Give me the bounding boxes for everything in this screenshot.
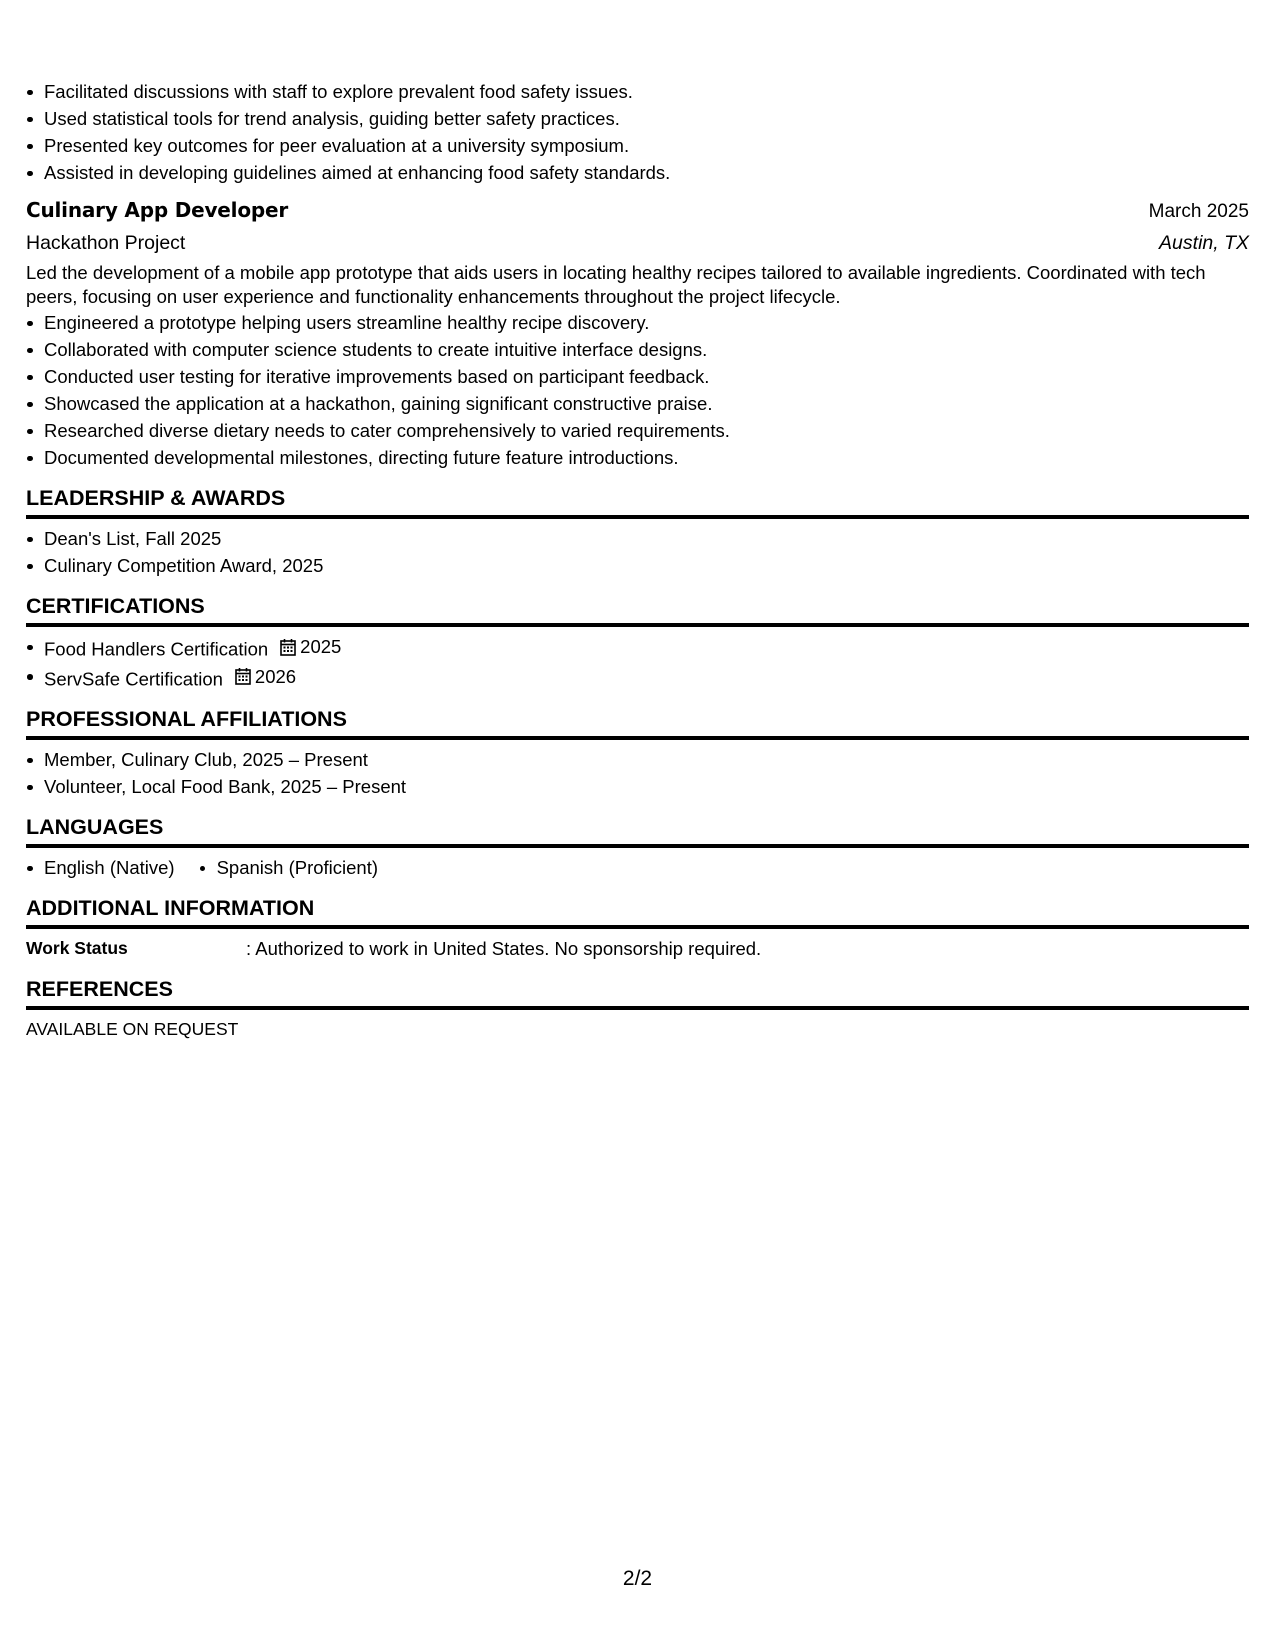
additional-info-section — [26, 893, 1249, 962]
job-date: March 2025 — [1148, 201, 1249, 222]
list-item: Facilitated discussions with staff to explore prevalent food safety issues. — [44, 78, 1249, 105]
affiliations-list — [26, 746, 1249, 800]
certification-year: 2025 — [300, 636, 342, 657]
job-entry — [26, 186, 1249, 471]
list-item: Conducted user testing for iterative improvements based on participant feedback. — [44, 363, 1249, 390]
language-item: English (Native) — [44, 854, 175, 881]
certification-date — [280, 633, 341, 660]
job-description: Led the development of a mobile app prototype that aids users in locating healthy recipes tailored to available ingredients. Coordinated with tech peers, focusing on user experience and functionality enhancements throughout the project lifecycle. — [26, 262, 1206, 307]
calendar-icon — [235, 667, 251, 685]
list-item: Assisted in developing guidelines aimed at enhancing food safety standards. — [44, 159, 1249, 186]
section-heading: CERTIFICATIONS — [26, 591, 1249, 627]
list-item: Collaborated with computer science students to create intuitive interface designs. — [44, 336, 1249, 363]
certification-item — [44, 663, 1249, 693]
calendar-icon — [280, 638, 296, 656]
job-organization: Hackathon Project — [26, 232, 186, 254]
certifications-list — [26, 633, 1249, 692]
job-bullets — [26, 309, 1249, 471]
job-location: Austin, TX — [1159, 232, 1249, 254]
certification-name: ServSafe Certification — [44, 668, 223, 689]
section-heading: REFERENCES — [26, 974, 1249, 1010]
work-status-label: Work Status — [26, 938, 128, 958]
list-item: Engineered a prototype helping users streamline healthy recipe discovery. — [44, 309, 1249, 336]
references-section — [26, 974, 1249, 1043]
affiliations-section — [26, 704, 1249, 800]
list-item: Presented key outcomes for peer evaluation at a university symposium. — [44, 132, 1249, 159]
previous-job-bullets — [26, 78, 1249, 186]
leadership-list — [26, 525, 1249, 579]
list-item: Dean's List, Fall 2025 — [44, 525, 1249, 552]
list-item: Culinary Competition Award, 2025 — [44, 552, 1249, 579]
section-heading: ADDITIONAL INFORMATION — [26, 893, 1249, 929]
certification-name: Food Handlers Certification — [44, 638, 269, 660]
certification-date — [235, 663, 296, 690]
references-text: AVAILABLE ON REQUEST — [26, 1019, 239, 1039]
job-subheader — [26, 228, 1249, 258]
resume-page — [26, 78, 1249, 1043]
list-item: Volunteer, Local Food Bank, 2025 – Present — [44, 773, 1249, 800]
section-heading: LEADERSHIP & AWARDS — [26, 483, 1249, 519]
language-item: Spanish (Proficient) — [217, 854, 378, 881]
list-item: Researched diverse dietary needs to cater comprehensively to varied requirements. — [44, 417, 1249, 444]
job-header — [26, 186, 1249, 228]
languages-list — [26, 854, 1249, 881]
page-number: 2/2 — [622, 1567, 653, 1590]
certifications-section — [26, 591, 1249, 692]
section-heading: LANGUAGES — [26, 812, 1249, 848]
work-status-row — [26, 935, 1249, 962]
section-heading: PROFESSIONAL AFFILIATIONS — [26, 704, 1249, 740]
certification-year: 2026 — [254, 665, 297, 687]
list-item: Documented developmental milestones, directing future feature introductions. — [44, 444, 1249, 471]
job-title: Culinary App Developer — [26, 198, 289, 222]
languages-section — [26, 812, 1249, 881]
list-item: Showcased the application at a hackathon, gaining significant constructive praise. — [44, 390, 1249, 417]
list-item: Member, Culinary Club, 2025 – Present — [44, 746, 1249, 773]
leadership-section — [26, 483, 1249, 579]
certification-item — [44, 633, 1249, 663]
work-status-value: : Authorized to work in United States. No sponsorship required. — [246, 938, 762, 959]
list-item: Used statistical tools for trend analysis, guiding better safety practices. — [44, 105, 1249, 132]
